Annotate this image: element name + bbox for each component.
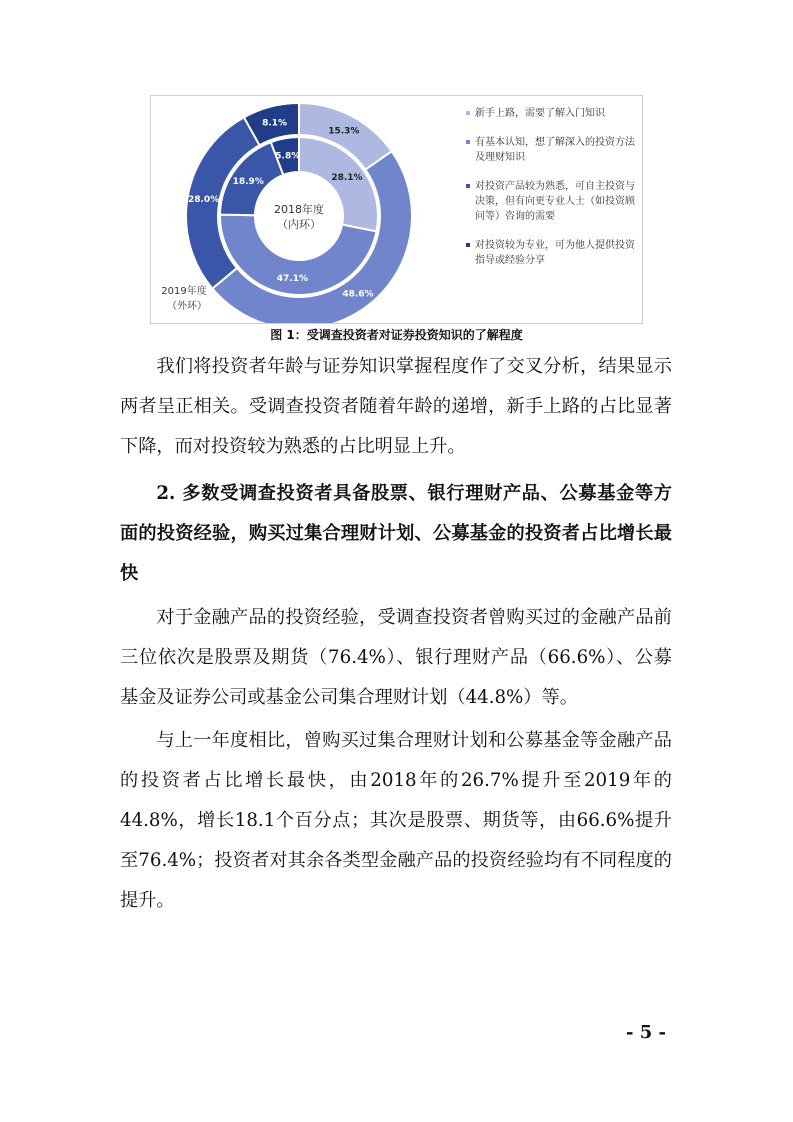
inner-ring-label-2: 47.1%	[276, 274, 309, 285]
legend-item-2	[466, 135, 638, 165]
page-number: - 5 -	[626, 1022, 666, 1043]
chart-legend	[466, 106, 638, 282]
figure-caption: 图 1：受调查投资者对证券投资知识的了解程度	[270, 328, 523, 342]
outer-ring-label-1: 15.3%	[328, 126, 360, 137]
inner-ring-label-4: 5.8%	[275, 151, 301, 162]
outer-ring-label-2: 48.6%	[342, 289, 374, 300]
legend-swatch-4	[466, 243, 470, 247]
chart-figure	[150, 95, 643, 324]
legend-label-1: 新手上路，需要了解入门知识	[475, 108, 605, 119]
legend-item-3	[466, 179, 638, 224]
inner-ring-label-3: 18.9%	[232, 176, 264, 187]
paragraph-3: 与上一年度相比，曾购买过集合理财计划和公募基金等金融产品的投资者占比增长最快，由2018年的26.7%提升至2019年的44.8%，增长18.1个百分点；其次是股票、期货等，由66.6%提升至76.4%；投资者对其余各类型金融产品的投资经验均有不同程度的提升。	[120, 730, 672, 911]
inner-ring-title: 2018年度	[274, 203, 324, 216]
legend-swatch-2	[466, 140, 470, 144]
legend-swatch-1	[466, 111, 470, 115]
outer-ring-title: 2019年度	[161, 286, 207, 297]
outer-ring-label-3: 28.0%	[187, 194, 220, 205]
legend-label-2: 有基本认知，想了解深入的投资方法及理财知识	[475, 137, 635, 163]
outer-ring-label-4: 8.1%	[262, 118, 288, 129]
legend-swatch-3	[466, 184, 470, 188]
legend-label-3: 对投资产品较为熟悉，可自主投资与决策，但有向更专业人士（如投资顾问等）咨询的需要	[475, 181, 635, 222]
inner-ring-subtitle: （内环）	[277, 218, 321, 231]
donut-chart	[151, 96, 461, 323]
paragraph-1: 我们将投资者年龄与证券知识掌握程度作了交叉分析，结果显示两者呈正相关。受调查投资者随着年龄的递增，新手上路的占比显著下降，而对投资较为熟悉的占比明显上升。	[120, 356, 672, 457]
paragraph-2: 对于金融产品的投资经验，受调查投资者曾购买过的金融产品前三位依次是股票及期货（76.4%）、银行理财产品（66.6%）、公募基金及证券公司或基金公司集合理财计划（44.8%）等。	[120, 607, 672, 708]
legend-label-4: 对投资较为专业，可为他人提供投资指导或经验分享	[475, 240, 635, 266]
legend-item-1	[466, 106, 638, 121]
outer-ring-subtitle: （外环）	[167, 301, 207, 312]
legend-item-4	[466, 238, 638, 268]
inner-ring-label-1: 28.1%	[331, 173, 363, 184]
section-heading: 2. 多数受调查投资者具备股票、银行理财产品、公募基金等方面的投资经验，购买过集合理财计划、公募基金的投资者占比增长最快	[120, 483, 672, 584]
